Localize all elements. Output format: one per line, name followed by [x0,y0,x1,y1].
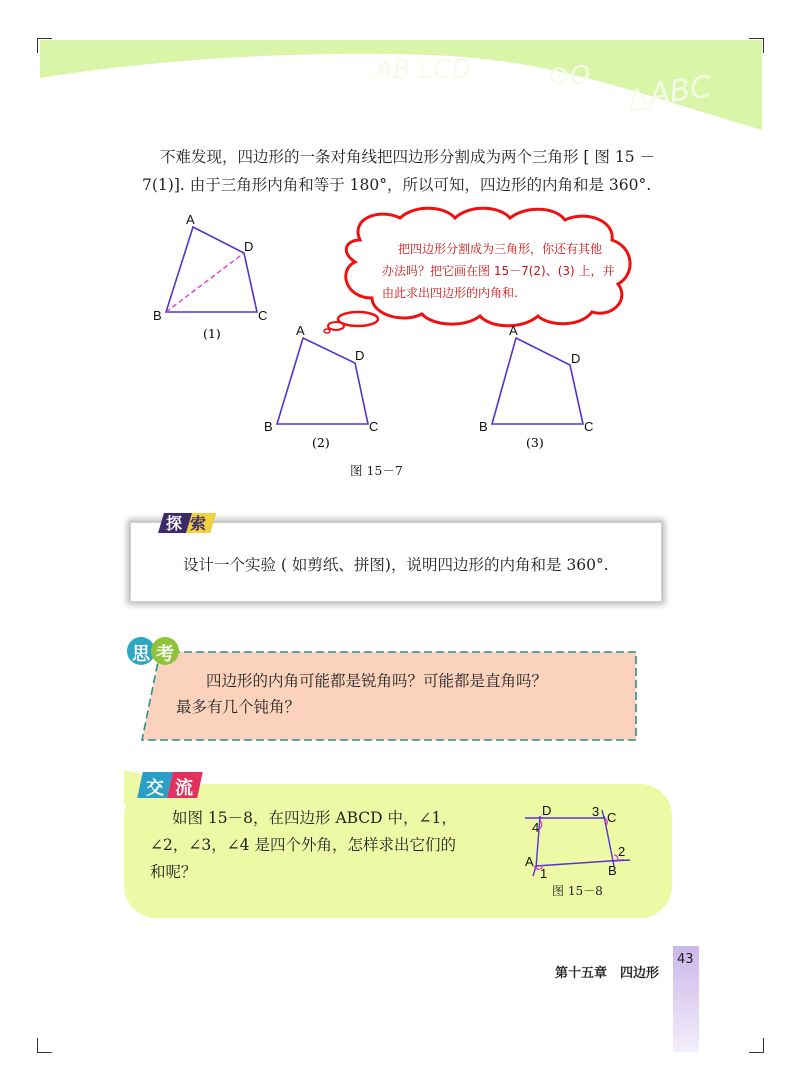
figure-15-7-caption: 图 15－7 [350,463,403,478]
thought-bubble-text [382,238,622,304]
header-triangle-text: △ABC [624,69,714,116]
exchange-line-1: 如图 15－8，在四边形 ABCD 中，∠1， [172,809,457,827]
fig2-caption: (2) [312,435,330,450]
header-perp-text: AB⊥CD [375,55,472,85]
explore-label [158,511,216,535]
exchange-line-2: ∠2，∠3，∠4 是四个外角，怎样求出它们的 [150,836,456,854]
think-text [176,668,646,720]
fig158-angle-1: 1 [540,866,548,881]
crop-mark-bottom-right [749,1038,764,1053]
thought-line-2: 办法吗？把它画在图 15－7(2)、(3) 上，并 [382,264,615,278]
header-circle-text: ⊙O [548,61,591,91]
explore-text: 设计一个实验 ( 如剪纸、拼图)，说明四边形的内角和是 360°. [183,556,609,574]
figure-15-8 [500,800,660,910]
fig158-label-d: D [542,803,552,818]
fig3-caption: (3) [526,435,544,450]
fig1-label-b: B [153,308,162,323]
fig1-label-d: D [244,239,254,254]
page-number: 43 [677,952,694,967]
think-label-char-1: 思 [132,644,150,665]
think-label [127,637,187,665]
thought-line-3: 由此求出四边形的内角和. [382,286,518,300]
header-band [0,0,800,140]
fig1-caption: (1) [203,326,221,341]
exchange-label-char-1: 交 [146,778,164,799]
explore-label-char-2: 索 [190,514,207,533]
fig158-caption: 图 15－8 [552,884,603,898]
fig1-label-c: C [258,308,268,323]
crop-mark-bottom-left [37,1038,52,1053]
exchange-label-char-2: 流 [175,778,193,799]
exchange-text [150,805,510,886]
intro-paragraph [160,142,680,172]
fig3-label-a: A [509,323,518,338]
chapter-footer: 第十五章 四边形 [555,966,660,981]
think-label-char-2: 考 [156,644,174,665]
fig158-label-c: C [607,810,617,825]
exchange-line-3: 和呢？ [150,863,197,881]
exchange-label [140,772,204,798]
fig3-label-c: C [584,419,594,434]
fig2-label-b: B [264,419,273,434]
thought-line-1: 把四边形分割成为三角形，你还有其他 [398,242,603,256]
fig158-label-b: B [608,863,617,878]
intro-line-2: 7(1)]. 由于三角形内角和等于 180°，所以可知，四边形的内角和是 360°. [142,176,652,194]
quadrilateral-1 [153,212,267,341]
fig158-label-a: A [525,854,534,869]
fig1-label-a: A [186,212,195,227]
fig3-label-b: B [479,419,488,434]
intro-paragraph-cont [142,170,682,200]
fig158-angle-2: 2 [618,844,626,859]
fig158-angle-4: 4 [532,820,540,835]
intro-line-1: 不难发现，四边形的一条对角线把四边形分割成为两个三角形 [ 图 15 － [160,148,655,166]
page-tab [673,946,699,1052]
quadrilateral-2 [264,323,378,450]
fig3-label-d: D [571,351,581,366]
think-line-2: 最多有几个钝角？ [176,698,301,716]
think-line-1: 四边形的内角可能都是锐角吗？可能都是直角吗？ [206,672,548,690]
fig2-label-d: D [355,348,365,363]
fig2-label-c: C [369,419,379,434]
fig158-angle-3: 3 [592,804,600,819]
quadrilateral-3 [479,323,593,450]
explore-label-char-1: 探 [166,514,183,533]
fig2-label-a: A [296,323,305,338]
